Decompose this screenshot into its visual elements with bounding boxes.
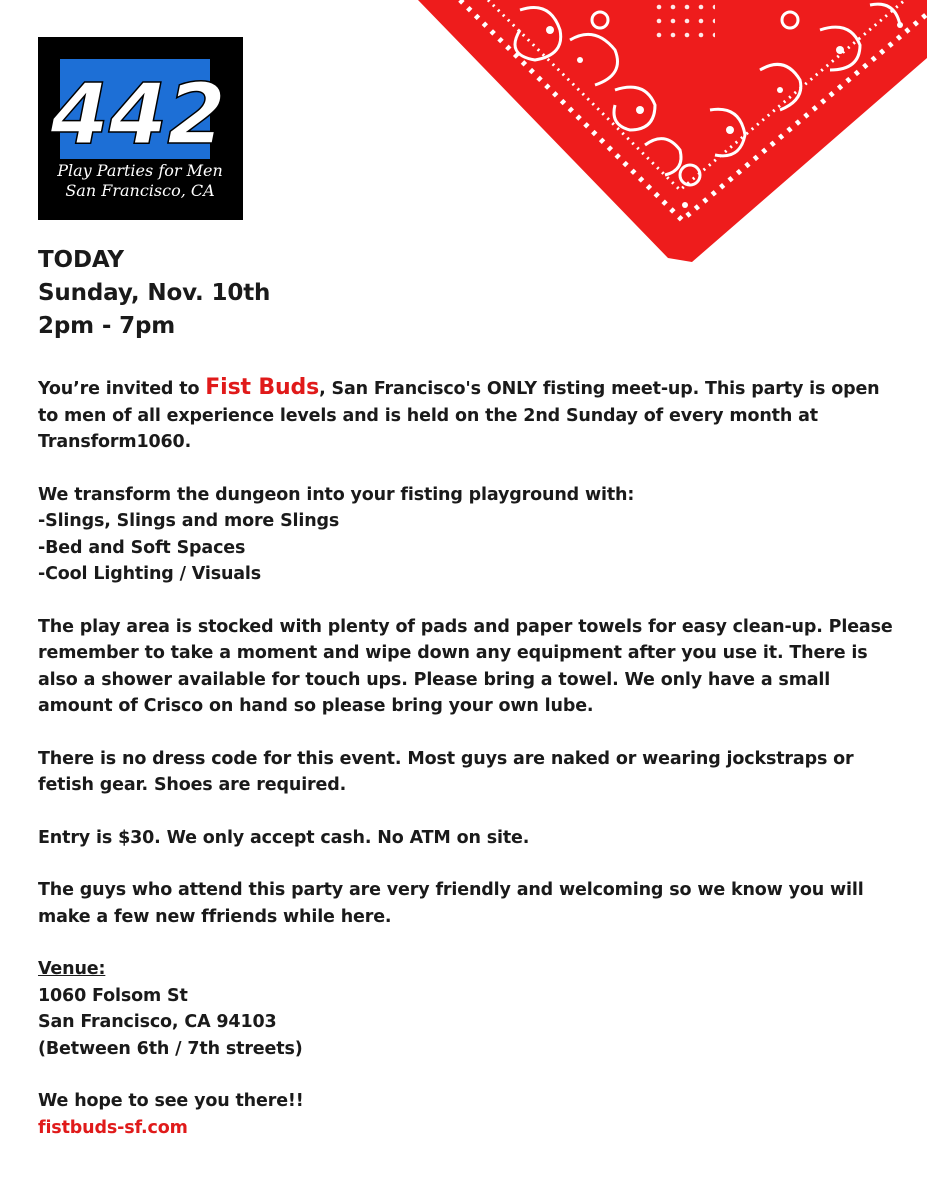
- logo-number: 442: [50, 65, 226, 163]
- flyer-body: [38, 244, 898, 1167]
- brand-name: Fist Buds: [205, 375, 320, 400]
- intro-paragraph: [38, 375, 898, 456]
- logo-location: San Francisco, CA: [65, 181, 215, 200]
- dress-code-paragraph: There is no dress code for this event. Most guys are naked or wearing jockstraps or fetish gear. Shoes are required.: [38, 748, 854, 795]
- features-block: [38, 482, 898, 588]
- logo-tagline: Play Parties for Men: [57, 161, 223, 180]
- venue-block: [38, 956, 898, 1062]
- cleanup-paragraph: The play area is stocked with plenty of pads and paper towels for easy clean-up. Please remember to take a moment and wipe down any equipment after you use it. There is also a shower available for touch ups. Please bring a towel. We only have a small amount of Crisco on hand so please bring your own lube.: [38, 616, 893, 716]
- venue-street: 1060 Folsom St: [38, 985, 188, 1006]
- bandana-image: [400, 0, 927, 265]
- venue-cross-streets: (Between 6th / 7th streets): [38, 1038, 303, 1059]
- venue-label: Venue:: [38, 959, 106, 979]
- closing-text: We hope to see you there!!: [38, 1091, 304, 1111]
- today-label: TODAY: [38, 247, 124, 273]
- event-date: Sunday, Nov. 10th: [38, 280, 271, 306]
- friendly-paragraph: The guys who attend this party are very friendly and welcoming so we know you will make a few new ffriends while here.: [38, 880, 864, 927]
- feature-item: -Bed and Soft Spaces: [38, 537, 246, 558]
- entry-paragraph: Entry is $30. We only accept cash. No ATM on site.: [38, 827, 530, 848]
- intro-before: You’re invited to: [38, 379, 206, 399]
- intro-after: , San Francisco's ONLY fisting meet-up. This party is open to men of all experience levels and is held on the 2nd Sunday of every month at Transform1060.: [38, 379, 880, 452]
- venue-city: San Francisco, CA 94103: [38, 1012, 277, 1032]
- event-date-block: [38, 244, 898, 343]
- event-logo: [38, 37, 243, 220]
- closing-block: [38, 1088, 898, 1141]
- event-time: 2pm - 7pm: [38, 313, 176, 339]
- features-heading: We transform the dungeon into your fisting playground with:: [38, 484, 635, 505]
- website-link[interactable]: fistbuds-sf.com: [38, 1117, 188, 1138]
- feature-item: -Cool Lighting / Visuals: [38, 564, 262, 584]
- feature-item: -Slings, Slings and more Slings: [38, 511, 340, 531]
